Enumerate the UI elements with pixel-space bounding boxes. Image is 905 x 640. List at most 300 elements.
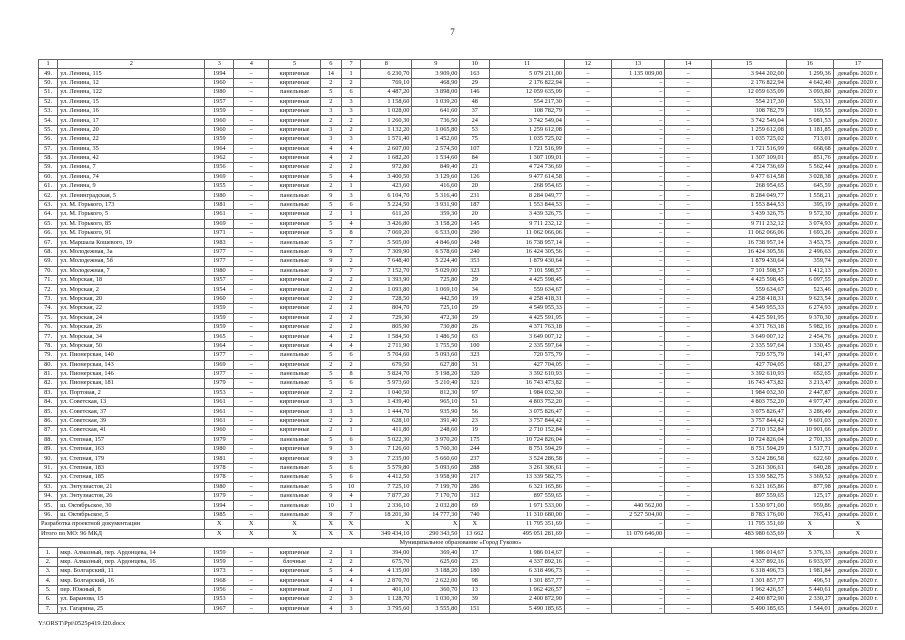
table-cell: 6: [341, 463, 360, 472]
table-cell: панельные: [269, 435, 320, 444]
table-cell: 5 760,30: [412, 445, 460, 454]
table-cell: 217: [460, 473, 490, 482]
table-cell: 4 803 752,20: [712, 398, 787, 407]
table-cell: декабрь 2020 г.: [833, 106, 882, 115]
table-cell: 729,30: [361, 313, 412, 322]
table-cell: –: [564, 172, 611, 181]
table-cell: кирпичные: [269, 229, 320, 238]
table-row: [39, 294, 883, 303]
table-cell: –: [665, 219, 712, 228]
table-cell: 2: [320, 210, 341, 219]
table-cell: 19: [460, 426, 490, 435]
table-cell: 2: [320, 163, 341, 172]
table-cell: 2: [320, 78, 341, 87]
table-cell: 81.: [39, 369, 58, 378]
table-cell: 2 710 152,84: [490, 426, 565, 435]
table-cell: 89.: [39, 445, 58, 454]
table-cell: –: [611, 88, 664, 97]
table-cell: 6: [341, 473, 360, 482]
table-cell: ул. Степная, 163: [58, 445, 205, 454]
table-cell: –: [665, 445, 712, 454]
table-cell: 1 962 426,57: [490, 585, 565, 594]
table-cell: панельные: [269, 510, 320, 519]
table-cell: 5 376,33: [786, 548, 833, 557]
table-row: [39, 341, 883, 350]
table-cell: ул. Баранова, 15: [58, 595, 205, 604]
table-cell: 9: [320, 510, 341, 519]
table-row: [39, 482, 883, 491]
table-cell: ул. Энтузиастов, 26: [58, 491, 205, 500]
table-cell: –: [611, 229, 664, 238]
table-cell: 2 870,70: [361, 576, 412, 585]
table-cell: –: [564, 604, 611, 613]
table-cell: 730,80: [412, 322, 460, 331]
table-cell: –: [665, 144, 712, 153]
table-cell: –: [665, 153, 712, 162]
table-cell: 349 434,10: [361, 529, 412, 538]
table-cell: декабрь 2020 г.: [833, 266, 882, 275]
table-cell: декабрь 2020 г.: [833, 501, 882, 510]
table-cell: 2: [341, 285, 360, 294]
table-cell: 2: [320, 416, 341, 425]
table-cell: –: [665, 210, 712, 219]
table-cell: декабрь 2020 г.: [833, 341, 882, 350]
table-row: [39, 153, 883, 162]
table-cell: 1979: [205, 435, 234, 444]
table-cell: ул. Советская, 41: [58, 426, 205, 435]
table-cell: 1959: [205, 135, 234, 144]
table-cell: 3 439 326,75: [712, 210, 787, 219]
table-cell: 4: [341, 219, 360, 228]
table-cell: 1 981,84: [786, 567, 833, 576]
table-cell: 2: [320, 388, 341, 397]
table-cell: 8: [361, 60, 412, 69]
table-cell: –: [665, 360, 712, 369]
table-cell: 9 711 232,12: [490, 219, 565, 228]
table-cell: –: [665, 388, 712, 397]
table-cell: 2 335 597,64: [490, 341, 565, 350]
table-cell: –: [234, 491, 269, 500]
table-cell: 74.: [39, 304, 58, 313]
table-cell: 7 101 598,57: [712, 266, 787, 275]
table-cell: 4 258 418,31: [490, 294, 565, 303]
table-cell: 1 755,50: [412, 341, 460, 350]
table-cell: 67.: [39, 238, 58, 247]
table-cell: 6 097,55: [786, 275, 833, 284]
table-cell: ул. Морская, 26: [58, 322, 205, 331]
table-cell: 7 235,00: [361, 454, 412, 463]
table-cell: 3 757 844,42: [490, 416, 565, 425]
table-cell: 7 725,10: [361, 482, 412, 491]
table-cell: 13 339 582,75: [490, 473, 565, 482]
table-cell: 736,50: [412, 116, 460, 125]
table-cell: –: [611, 191, 664, 200]
table-cell: 3: [341, 97, 360, 106]
table-row: [39, 116, 883, 125]
table-cell: декабрь 2020 г.: [833, 257, 882, 266]
table-row: [39, 576, 883, 585]
table-cell: 5 022,30: [361, 435, 412, 444]
table-cell: –: [564, 322, 611, 331]
table-cell: декабрь 2020 г.: [833, 219, 882, 228]
table-cell: 353: [460, 257, 490, 266]
table-cell: декабрь 2020 г.: [833, 191, 882, 200]
table-cell: кирпичные: [269, 153, 320, 162]
table-cell: ул. Ленинградская, 5: [58, 191, 205, 200]
table-cell: –: [234, 557, 269, 566]
table-cell: 6 318 496,73: [490, 567, 565, 576]
table-cell: декабрь 2020 г.: [833, 182, 882, 191]
table-cell: –: [564, 445, 611, 454]
table-cell: ул. Ленина, 74: [58, 172, 205, 181]
table-cell: панельные: [269, 200, 320, 209]
table-cell: 805,90: [361, 322, 412, 331]
table-cell: 394,00: [361, 548, 412, 557]
table-cell: 16 743 473,82: [712, 379, 787, 388]
table-cell: 1960: [205, 116, 234, 125]
table-cell: –: [234, 182, 269, 191]
table-cell: –: [234, 69, 269, 78]
table-cell: 3 931,90: [412, 200, 460, 209]
table-cell: 849,40: [412, 163, 460, 172]
table-cell: 1980: [205, 191, 234, 200]
table-cell: ул. Ленина, 115: [58, 69, 205, 78]
table-cell: 6: [341, 379, 360, 388]
table-cell: –: [665, 313, 712, 322]
table-cell: 11: [490, 60, 565, 69]
table-cell: 1 181,85: [786, 125, 833, 134]
table-cell: 411,80: [361, 426, 412, 435]
table-cell: декабрь 2020 г.: [833, 153, 882, 162]
table-row: [39, 69, 883, 78]
table-cell: кирпичные: [269, 398, 320, 407]
table-cell: декабрь 2020 г.: [833, 510, 882, 519]
table-cell: 728,50: [361, 294, 412, 303]
table-cell: 5 079 211,00: [490, 69, 565, 78]
table-cell: 75: [460, 135, 490, 144]
table-cell: 16: [786, 60, 833, 69]
table-cell: 2: [341, 313, 360, 322]
table-cell: 1 879 430,64: [712, 257, 787, 266]
table-cell: 5 093,60: [412, 463, 460, 472]
table-cell: 965,10: [412, 398, 460, 407]
table-cell: декабрь 2020 г.: [833, 238, 882, 247]
table-cell: 628,10: [361, 416, 412, 425]
table-cell: 401,10: [361, 585, 412, 594]
table-cell: панельные: [269, 473, 320, 482]
table-cell: 3: [320, 135, 341, 144]
table-cell: 2: [320, 426, 341, 435]
table-row: [39, 322, 883, 331]
table-cell: ул. Пионерская, 181: [58, 379, 205, 388]
table-cell: 3 213,47: [786, 379, 833, 388]
table-cell: 4 846,60: [412, 238, 460, 247]
table-cell: 1965: [205, 332, 234, 341]
table-cell: –: [611, 548, 664, 557]
table-cell: декабрь 2020 г.: [833, 78, 882, 87]
table-cell: 2 400 872,90: [490, 595, 565, 604]
table-cell: 4: [320, 153, 341, 162]
table-cell: –: [665, 229, 712, 238]
table-cell: 416,60: [412, 182, 460, 191]
table-cell: –: [611, 585, 664, 594]
table-cell: 86.: [39, 416, 58, 425]
table-cell: –: [611, 153, 664, 162]
table-cell: –: [611, 595, 664, 604]
table-cell: –: [564, 548, 611, 557]
table-row: [39, 473, 883, 482]
table-cell: ул. Ленина, 15: [58, 97, 205, 106]
table-cell: кирпичные: [269, 595, 320, 604]
table-cell: –: [234, 482, 269, 491]
table-cell: декабрь 2020 г.: [833, 285, 882, 294]
table-cell: 5 093,60: [412, 351, 460, 360]
table-cell: 1 393,90: [361, 275, 412, 284]
table-cell: –: [564, 106, 611, 115]
table-cell: 1959: [205, 304, 234, 313]
table-row: [39, 510, 883, 519]
table-cell: 100: [460, 341, 490, 350]
table-cell: 851,76: [786, 153, 833, 162]
table-cell: –: [665, 322, 712, 331]
table-row: [39, 360, 883, 369]
table-cell: ш. Октябрьское, 30: [58, 501, 205, 510]
table-cell: кирпичные: [269, 69, 320, 78]
table-cell: 248: [460, 238, 490, 247]
table-cell: ул. Маршала Кошевого, 19: [58, 238, 205, 247]
table-cell: 6 104,70: [361, 191, 412, 200]
table-cell: –: [665, 482, 712, 491]
table-cell: 2: [341, 163, 360, 172]
table-cell: 64.: [39, 210, 58, 219]
table-row: [39, 285, 883, 294]
table-cell: 15: [712, 60, 787, 69]
table-cell: 4 412,50: [361, 473, 412, 482]
table-cell: –: [564, 595, 611, 604]
table-cell: 554 217,30: [490, 97, 565, 106]
table-cell: –: [611, 388, 664, 397]
table-row: [39, 191, 883, 200]
table-cell: 56.: [39, 135, 58, 144]
table-cell: –: [564, 182, 611, 191]
table-cell: 5 029,00: [412, 266, 460, 275]
table-cell: декабрь 2020 г.: [833, 473, 882, 482]
table-cell: 1968: [205, 576, 234, 585]
table-cell: –: [611, 454, 664, 463]
table-cell: 231: [460, 191, 490, 200]
table-cell: –: [564, 416, 611, 425]
table-cell: 39: [460, 595, 490, 604]
table-cell: 554 217,30: [712, 97, 787, 106]
table-cell: 3 400,50: [361, 172, 412, 181]
table-cell: ул. Степная, 185: [58, 473, 205, 482]
table-cell: 2: [58, 60, 205, 69]
table-cell: –: [665, 191, 712, 200]
table-cell: декабрь 2020 г.: [833, 482, 882, 491]
table-cell: 3 898,00: [412, 88, 460, 97]
table-cell: 5: [320, 473, 341, 482]
table-cell: –: [234, 238, 269, 247]
table-cell: кирпичные: [269, 576, 320, 585]
table-cell: декабрь 2020 г.: [833, 322, 882, 331]
table-cell: 5: [320, 435, 341, 444]
table-cell: 1969: [205, 219, 234, 228]
table-cell: 16 738 957,14: [712, 238, 787, 247]
table-cell: 10 724 826,04: [712, 435, 787, 444]
table-cell: 34: [460, 285, 490, 294]
table-cell: –: [665, 369, 712, 378]
table-cell: кирпичные: [269, 210, 320, 219]
table-cell: –: [234, 116, 269, 125]
table-cell: 2 607,00: [361, 144, 412, 153]
table-cell: –: [234, 304, 269, 313]
table-cell: кирпичные: [269, 454, 320, 463]
table-cell: 10 901,66: [786, 426, 833, 435]
table-cell: 1 035 725,02: [490, 135, 565, 144]
table-cell: кирпичные: [269, 294, 320, 303]
table-cell: –: [665, 116, 712, 125]
table-cell: 108 782,79: [490, 106, 565, 115]
table-cell: кирпичные: [269, 388, 320, 397]
table-cell: ул. Ленина, 22: [58, 135, 205, 144]
table-cell: 2 496,63: [786, 247, 833, 256]
table-cell: 8 783 176,00: [712, 510, 787, 519]
table-cell: –: [564, 116, 611, 125]
table-cell: декабрь 2020 г.: [833, 116, 882, 125]
table-cell: 55.: [39, 125, 58, 134]
table-cell: –: [564, 332, 611, 341]
table-cell: 58.: [39, 153, 58, 162]
table-cell: 3 158,20: [412, 219, 460, 228]
table-cell: 1961: [205, 416, 234, 425]
table-cell: 9: [320, 191, 341, 200]
table-row: [39, 595, 883, 604]
table-cell: 8 751 594,29: [712, 445, 787, 454]
table-cell: 5 973,60: [361, 379, 412, 388]
table-cell: 1985: [205, 510, 234, 519]
table-cell: кирпичные: [269, 275, 320, 284]
table-cell: 14: [320, 69, 341, 78]
table-cell: 877,98: [786, 482, 833, 491]
table-cell: 1961: [205, 398, 234, 407]
table-cell: Х: [205, 529, 234, 538]
table-cell: –: [564, 135, 611, 144]
table-cell: –: [564, 275, 611, 284]
table-cell: 97: [460, 388, 490, 397]
table-cell: декабрь 2020 г.: [833, 604, 882, 613]
table-cell: 7: [341, 60, 360, 69]
table-cell: 3: [320, 407, 341, 416]
table-cell: –: [611, 172, 664, 181]
table-cell: 52.: [39, 97, 58, 106]
table-cell: –: [665, 351, 712, 360]
table-cell: 8: [341, 369, 360, 378]
table-cell: ул. Пионерская, 146: [58, 369, 205, 378]
table-cell: 93.: [39, 482, 58, 491]
table-cell: 440 562,00: [611, 501, 664, 510]
table-cell: –: [564, 153, 611, 162]
table-cell: 3 028,38: [786, 172, 833, 181]
table-cell: 18 201,30: [361, 510, 412, 519]
table-cell: ш. Октябрьское, 5: [58, 510, 205, 519]
table-row: [39, 426, 883, 435]
table-cell: панельные: [269, 88, 320, 97]
table-cell: 1994: [205, 69, 234, 78]
table-cell: 248,60: [412, 426, 460, 435]
table-cell: 37: [460, 106, 490, 115]
table-cell: 1960: [205, 125, 234, 134]
table-cell: декабрь 2020 г.: [833, 454, 882, 463]
table-cell: –: [665, 379, 712, 388]
table-cell: 1960: [205, 78, 234, 87]
table-cell: 1977: [205, 351, 234, 360]
table-cell: ул. Ленина, 16: [58, 106, 205, 115]
table-cell: 740: [460, 510, 490, 519]
table-cell: –: [665, 548, 712, 557]
table-cell: 3 649 007,12: [712, 332, 787, 341]
table-cell: 1 986 014,67: [490, 548, 565, 557]
table-cell: ул. М. Горького, 173: [58, 200, 205, 209]
table-cell: 187: [460, 200, 490, 209]
table-cell: –: [611, 163, 664, 172]
table-cell: ул. Пионерская, 143: [58, 360, 205, 369]
section-heading-row: [39, 538, 883, 547]
table-cell: 1: [341, 501, 360, 510]
table-cell: 175: [460, 435, 490, 444]
table-cell: кирпичные: [269, 116, 320, 125]
table-cell: 483 980 635,69: [712, 529, 787, 538]
table-cell: 5 198,20: [412, 369, 460, 378]
table-cell: 6: [341, 200, 360, 209]
table-cell: –: [611, 313, 664, 322]
table-cell: 16 424 305,56: [490, 247, 565, 256]
table-cell: –: [564, 88, 611, 97]
table-cell: 4: [320, 341, 341, 350]
table-cell: 1 721 516,99: [490, 144, 565, 153]
table-cell: 9 711 232,12: [712, 219, 787, 228]
table-cell: –: [611, 116, 664, 125]
table-cell: 4: [341, 144, 360, 153]
table-cell: 1 452,60: [412, 135, 460, 144]
table-cell: –: [564, 557, 611, 566]
table-cell: декабрь 2020 г.: [833, 360, 882, 369]
table-cell: ул. Ленина, 20: [58, 125, 205, 134]
table-cell: декабрь 2020 г.: [833, 229, 882, 238]
table-cell: 6: [320, 60, 341, 69]
table-cell: –: [611, 135, 664, 144]
table-row: [39, 238, 883, 247]
table-cell: 1969: [205, 172, 234, 181]
table-cell: 5 505,00: [361, 238, 412, 247]
table-cell: 2: [320, 595, 341, 604]
table-cell: Х: [361, 520, 412, 529]
table-cell: 57.: [39, 144, 58, 153]
table-cell: 1959: [205, 106, 234, 115]
table-cell: 1 721 516,99: [712, 144, 787, 153]
table-cell: 1964: [205, 341, 234, 350]
table-cell: –: [234, 351, 269, 360]
table-cell: 4.: [39, 576, 58, 585]
table-cell: 5: [320, 200, 341, 209]
table-cell: 8 284 049,77: [712, 191, 787, 200]
table-cell: 2 330,27: [786, 595, 833, 604]
table-cell: 70.: [39, 266, 58, 275]
table-cell: 7 126,60: [361, 445, 412, 454]
table-cell: –: [611, 210, 664, 219]
table-cell: 9: [320, 445, 341, 454]
table-cell: ул. Молодежная, 3а: [58, 247, 205, 256]
table-cell: –: [234, 595, 269, 604]
